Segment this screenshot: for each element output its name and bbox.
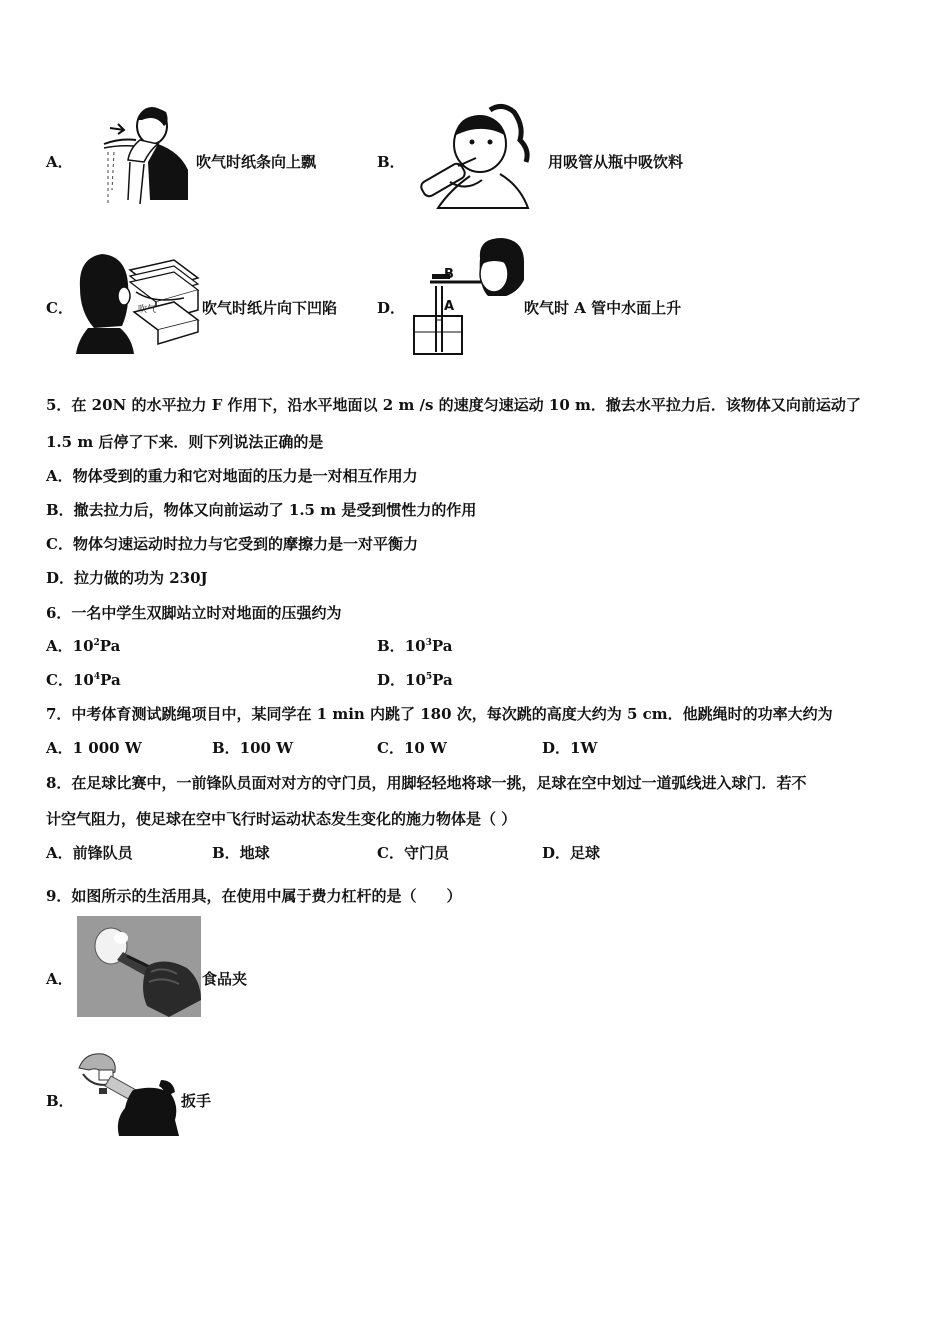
- q5-stem-line1: 5．在 20N 的水平拉力 F 作用下，沿水平地面以 2 m /s 的速度匀速运动 10 m．撤去水平拉力后．该物体又向前运动了: [46, 396, 861, 414]
- q8-option-c: C．守门员: [377, 844, 449, 862]
- q9-option-b-letter: B．: [46, 1092, 74, 1110]
- q4-c-blow-label: 吹气: [138, 305, 157, 315]
- q5-stem-line2: 1.5 m 后停了下来．则下列说法正确的是: [46, 433, 324, 451]
- q8-option-d: D．足球: [542, 844, 601, 862]
- q4-option-c-figure: [74, 248, 202, 356]
- q4-option-a-caption: 吹气时纸条向上飘: [196, 153, 317, 171]
- q6-option-b: B．$10^3Pa$: [377, 637, 453, 655]
- q4-option-c-caption: 吹气时纸片向下凹陷: [202, 299, 338, 317]
- q9-option-a-letter: A．: [46, 970, 73, 988]
- q4-d-label-b: B: [444, 267, 454, 282]
- q4-option-b-letter: B．: [377, 153, 405, 171]
- q4-option-a-letter: A．: [46, 153, 73, 171]
- q5-option-a: A．物体受到的重力和它对地面的压力是一对相互作用力: [46, 467, 418, 485]
- q6-option-d: D．$10^5Pa$: [377, 671, 453, 689]
- q8-option-b: B．地球: [212, 844, 270, 862]
- q7-option-c: C．10 W: [377, 739, 447, 757]
- q9-option-b-caption: 扳手: [181, 1092, 212, 1110]
- q7-option-b: B．100 W: [212, 739, 294, 757]
- q9-option-a-photo: [77, 916, 201, 1017]
- q9-stem: 9．如图所示的生活用具，在使用中属于费力杠杆的是（ ）: [46, 887, 462, 905]
- q8-stem-line1: 8．在足球比赛中，一前锋队员面对对方的守门员，用脚轻轻地将球一挑，足球在空中划过一道弧线进入球门．若不: [46, 774, 807, 792]
- q5-option-b: B．撤去拉力后，物体又向前运动了 1.5 m 是受到惯性力的作用: [46, 501, 477, 519]
- q4-option-b-figure: [410, 100, 545, 215]
- q6-option-c: C．$10^4Pa$: [46, 671, 121, 689]
- q4-option-a-figure: [100, 100, 195, 208]
- q8-stem-line2: 计空气阻力，使足球在空中飞行时运动状态发生变化的施力物体是（ ）: [46, 810, 517, 828]
- q6-stem: 6．一名中学生双脚站立时对地面的压强约为: [46, 604, 342, 622]
- q7-stem: 7．中考体育测试跳绳项目中，某同学在 1 min 内跳了 180 次，每次跳的高度大约为 5 cm．他跳绳时的功率大约为: [46, 705, 833, 723]
- q5-option-d: D．拉力做的功为 230J: [46, 569, 208, 587]
- q7-option-a: A．1 000 W: [46, 739, 142, 757]
- q4-option-c-letter: C．: [46, 299, 73, 317]
- q4-option-b-caption: 用吸管从瓶中吸饮料: [548, 153, 684, 171]
- q4-option-d-caption: 吹气时 A 管中水面上升: [524, 299, 682, 317]
- q9-option-a-caption: 食品夹: [202, 970, 248, 988]
- q4-option-d-figure: [408, 236, 526, 356]
- q4-option-d-letter: D．: [377, 299, 406, 317]
- q8-option-a: A．前锋队员: [46, 844, 133, 862]
- q4-d-label-a: A: [444, 299, 455, 314]
- q5-option-c: C．物体匀速运动时拉力与它受到的摩擦力是一对平衡力: [46, 535, 418, 553]
- q9-option-b-photo: [75, 1050, 181, 1136]
- q6-option-a: A．$10^2Pa$: [46, 637, 121, 655]
- q7-option-d: D．1W: [542, 739, 598, 757]
